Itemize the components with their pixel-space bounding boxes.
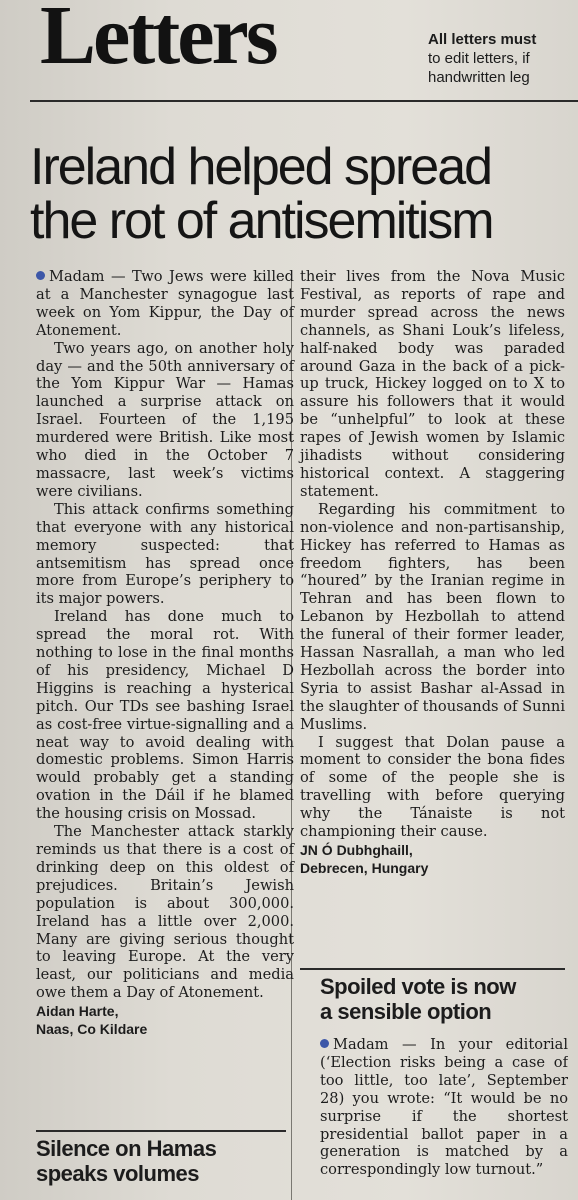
letter1-paragraph-1: Madam — Two Jews were killed at a Manchester synagogue last week on Yom Kippur, the Day of Atonement. xyxy=(36,268,294,339)
letter1-paragraph-2: Two years ago, on another holy day — and the 50th anniversary of the Yom Kippur War — Hamas launched a surprise attack on Israel. Fourteen of the 1,195 murdered were British. Like most who died in the October 7 massacre, last week’s victims were civilians. xyxy=(36,339,294,500)
letter3-paragraph: Madam — In your editorial (‘Election risks being a case of too little, too late’, September 28) you wrote: “It would be no surprise if the shortest presidential ballot paper in a generation is matched by a correspondingly low turnout.” xyxy=(320,1036,568,1179)
letter3-subhead-line-1: Spoiled vote is now xyxy=(320,974,516,999)
top-rule xyxy=(30,100,578,102)
letter3-subhead xyxy=(320,974,570,1024)
letter2-paragraph-2: Regarding his commitment to non-violence and non-partisanship, Hickey has referred to Hamas as freedom fighters, has been “houred” by the Iranian regime in Tehran and has been flown to Lebanon by Hezbollah to attend the funeral of their former leader, Hassan Nasrallah, a man who led Hezbollah across the border into Syria to assist Bashar al-Assad in the slaughter of thousands of Sunni Muslims. xyxy=(300,500,565,733)
note-line-1: All letters must xyxy=(428,31,537,48)
letter1-paragraph-5: The Manchester attack starkly reminds us that there is a cost of drinking deep on this oldest of prejudices. Britain’s Jewish population is about 300,000. Ireland has a little over 2,000. Many are giving serious thought to leaving Europe. At the very least, our politicians and media owe them a Day of Atonement. xyxy=(36,823,294,1002)
letter2-location: Debrecen, Hungary xyxy=(300,860,429,876)
letter1-paragraph-4: Ireland has done much to spread the moral rot. With nothing to lose in the final months of his presidency, Michael D Higgins is reaching a hysterical pitch. Our TDs see bashing Israel as cost-free virtue-signalling and a neat way to avoid dealing with domestic problems. Simon Harris would probably get a standing ovation in the Dáil if he blamed the housing crisis on Mossad. xyxy=(36,608,294,823)
letter2-author: JN Ó Dubhghaill, xyxy=(300,842,413,858)
letter1-author: Aidan Harte, xyxy=(36,1003,119,1020)
letter2-subhead-line-1: Silence on Hamas xyxy=(36,1136,217,1161)
letter3-body xyxy=(320,1036,568,1200)
letter2-subhead xyxy=(36,1136,216,1186)
bullet-icon xyxy=(36,271,45,280)
section-title: Letters xyxy=(40,0,276,82)
letter3-subhead-line-2: a sensible option xyxy=(320,999,492,1024)
left-column xyxy=(36,268,294,1038)
bullet-icon xyxy=(320,1039,329,1048)
masthead xyxy=(18,2,578,90)
letter2-rule xyxy=(36,1130,286,1132)
letter2-subhead-line-2: speaks volumes xyxy=(36,1161,199,1186)
letter3-rule xyxy=(300,968,565,970)
letter1-location: Naas, Co Kildare xyxy=(36,1021,148,1038)
masthead-note xyxy=(428,30,578,87)
letter1-paragraph-3: This attack confirms something that everyone with any historical memory suspected: that antsemitism has spread once more from Europe’s periphery to its major powers. xyxy=(36,500,294,608)
note-line-2: to edit letters, if xyxy=(428,50,530,67)
headline-line-2: the rot of antisemitism xyxy=(30,192,493,250)
note-line-3: handwritten leg xyxy=(428,69,530,86)
headline-line-1: Ireland helped spread xyxy=(30,138,492,196)
right-column xyxy=(300,268,565,877)
letter2-paragraph-3: I suggest that Dolan pause a moment to consider the bona fides of some of the people she is travelling with before querying why the Tánaiste is not championing their cause. xyxy=(300,733,565,841)
main-headline xyxy=(30,140,578,248)
letter2-paragraph-1: their lives from the Nova Music Festival, as reports of rape and murder spread across the news channels, as Shani Louk’s lifeless, half-naked body was paraded around Gaza in the back of a pick-up truck, Hickey logged on to X to assure his followers that it would be “unhelpful” to look at these rapes of Jewish women by Islamic jihadists without considering historical context. A staggering statement. xyxy=(300,268,565,500)
